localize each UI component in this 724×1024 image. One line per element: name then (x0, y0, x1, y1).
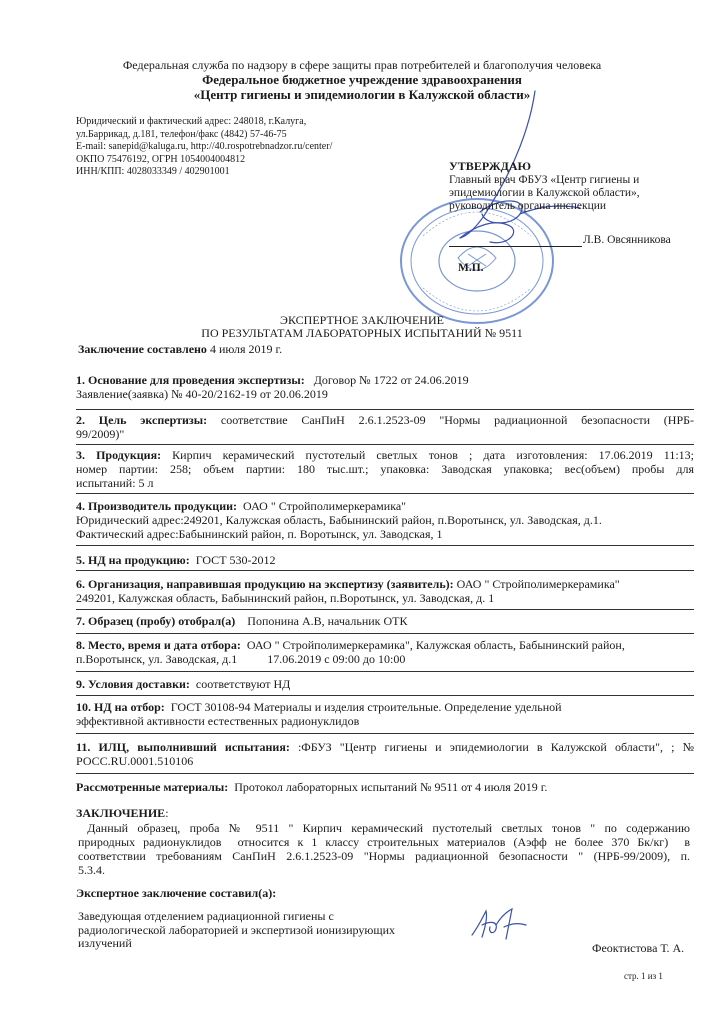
approval-line: эпидемиологии в Калужской области», (449, 187, 640, 199)
section-value: ГОСТ 30108-94 Материалы и изделия строительные. Определение удельной (170, 700, 562, 714)
section-10-sampling-standard (76, 700, 694, 734)
contact-street-phone: ул.Баррикад, д.181, телефон/факс (4842) 57-46-75 (76, 128, 287, 140)
section-value-line: Заявление(заявка) № 40-20/2162-19 от 20.06.2019 (76, 387, 328, 401)
contact-email: E-mail: sanepid@kaluga.ru, http://40.rospotrebnadzor.ru/center/ (76, 141, 333, 152)
composed-by-label: Экспертное заключение составил(а): (76, 886, 277, 900)
conclusion-line: Данный образец, проба № 9511 " Кирпич керамический пустотелый светлых тонов " по содержанию (78, 821, 690, 835)
section-8-sampling-place (76, 638, 694, 672)
section-value-line: номер партии: 258; объем партии: 180 тыс.шт.; упаковка: Заводская упаковка; вес(объем) пробы для (76, 462, 694, 476)
approval-line: Главный врач ФБУЗ «Центр гигиены и (449, 174, 640, 186)
expert-name: Феоктистова Т. А. (592, 941, 685, 955)
section-value: Попонина А.В, начальник ОТК (247, 614, 408, 628)
section-label: 9. Условия доставки: (76, 677, 190, 691)
conclusion-line: соответствии требованиям СанПиН 2.6.1.2523-09 "Нормы радиационной безопасности " (НРБ-99/2009), п. (78, 849, 690, 863)
seal-label: М.П. (458, 262, 484, 274)
section-value: ОАО " Стройполимеркерамика" (243, 499, 407, 513)
conclusion-text (78, 821, 690, 877)
document-title: ЭКСПЕРТНОЕ ЗАКЛЮЧЕНИЕ (280, 313, 444, 327)
section-1-basis (76, 373, 694, 410)
section-value: Кирпич керамический пустотелый светлых тонов ; дата изготовления: 17.06.2019 11:13; (172, 448, 694, 462)
approval-title: УТВЕРЖДАЮ (449, 159, 532, 173)
section-label: 6. Организация, направившая продукцию на экспертизу (заявитель): (76, 577, 454, 591)
header-agency: Федеральная служба по надзору в сфере защиты прав потребителей и благополучия человека (122, 58, 602, 72)
conclusion-heading-text: ЗАКЛЮЧЕНИЕ (76, 806, 166, 820)
position-line: Заведующая отделением радиационной гигиены с (78, 909, 334, 923)
section-label: 4. Производитель продукции: (76, 499, 238, 513)
section-3-product (76, 448, 694, 494)
section-value: ГОСТ 530-2012 (195, 553, 276, 567)
section-2-purpose (76, 413, 694, 445)
section-value: ОАО " Стройполимеркерамика", Калужская область, Бабынинский район, (246, 638, 625, 652)
section-5-product-standard (76, 553, 694, 571)
section-7-sampler (76, 614, 694, 634)
section-6-applicant (76, 577, 694, 610)
compiled-date-value: 4 июля 2019 г. (209, 342, 283, 356)
section-label: 10. НД на отбор: (76, 700, 165, 714)
compiled-date (78, 342, 282, 357)
section-value: соответствуют НД (195, 677, 291, 691)
section-4-manufacturer (76, 499, 694, 546)
section-value-line: 99/2009)" (76, 427, 125, 441)
section-label: 5. НД на продукцию: (76, 553, 190, 567)
section-label: 8. Место, время и дата отбора: (76, 638, 241, 652)
section-label: 1. Основание для проведения экспертизы: (76, 373, 305, 387)
document-subtitle: ПО РЕЗУЛЬТАТАМ ЛАБОРАТОРНЫХ ИСПЫТАНИЙ № 9511 (201, 326, 523, 340)
contact-inn: ИНН/КПП: 4028033349 / 402901001 (76, 166, 230, 177)
section-9-delivery (76, 677, 694, 696)
section-value-line: Фактический адрес:Бабынинский район, п. Воротынск, ул. Заводская, 1 (76, 527, 443, 541)
position-line: излучений (78, 936, 132, 950)
section-value-line: испытаний: 5 л (76, 476, 154, 490)
conclusion-colon: : (165, 806, 169, 820)
section-11-laboratory (76, 740, 694, 774)
reviewed-materials (76, 780, 547, 795)
contact-block (76, 116, 406, 179)
signature-line (449, 246, 582, 247)
section-label: 3. Продукция: (76, 448, 162, 462)
position-line: радиологической лабораторией и экспертизой ионизирующих (78, 922, 396, 937)
compiled-label: Заключение составлено (78, 342, 207, 356)
conclusion-line: 5.3.4. (78, 863, 105, 877)
conclusion-heading (76, 806, 169, 821)
materials-value: Протокол лабораторных испытаний № 9511 от 4 июля 2019 г. (234, 780, 548, 794)
page-number: стр. 1 из 1 (624, 971, 663, 981)
section-label: 11. ИЛЦ, выполнивший испытания: (76, 740, 290, 754)
section-value-line: эффективной активности естественных радионуклидов (76, 714, 360, 728)
expert-position (78, 910, 395, 951)
section-value-line: Юридический адрес:249201, Калужская область, Бабынинский район, п.Воротынск, ул. Заводская, д.1. (76, 513, 602, 527)
approval-line: руководитель органа инспекции (449, 200, 607, 212)
contact-address: Юридический и фактический адрес: 248018, г.Калуга, (76, 116, 307, 127)
conclusion-line: природных радионуклидов относится к 1 классу строительных материалов (Аэфф не более 370 Бк/кг) в (78, 835, 690, 849)
section-value-line: РОСС.RU.0001.510106 (76, 754, 194, 768)
header-center: «Центр гигиены и эпидемиологии в Калужской области» (193, 87, 531, 102)
header-institution: Федеральное бюджетное учреждение здравоохранения (202, 72, 522, 87)
section-value-line: 249201, Калужская область, Бабынинский район, п.Воротынск, ул. Заводская, д. 1 (76, 591, 495, 605)
section-value: ОАО " Стройполимеркерамика" (456, 577, 620, 591)
section-value-line: п.Воротынск, ул. Заводская, д.1 17.06.2019 с 09:00 до 10:00 (76, 652, 406, 666)
section-label: 2. Цель экспертизы: (76, 413, 208, 427)
section-value: соответствие СанПиН 2.6.1.2523-09 "Нормы радиационной безопасности (НРБ- (220, 413, 695, 427)
contact-okpo: ОКПО 75476192, ОГРН 1054004004812 (76, 153, 246, 165)
director-name: Л.В. Овсянникова (583, 234, 671, 246)
section-label: 7. Образец (пробу) отобрал(а) (76, 614, 236, 628)
section-value: Договор № 1722 от 24.06.2019 (313, 373, 469, 387)
expert-signature (468, 905, 530, 943)
materials-label: Рассмотренные материалы: (76, 780, 229, 794)
approval-block (449, 160, 699, 213)
section-value: :ФБУЗ "Центр гигиены и эпидемиологии в Калужской области", ; № (297, 740, 695, 754)
